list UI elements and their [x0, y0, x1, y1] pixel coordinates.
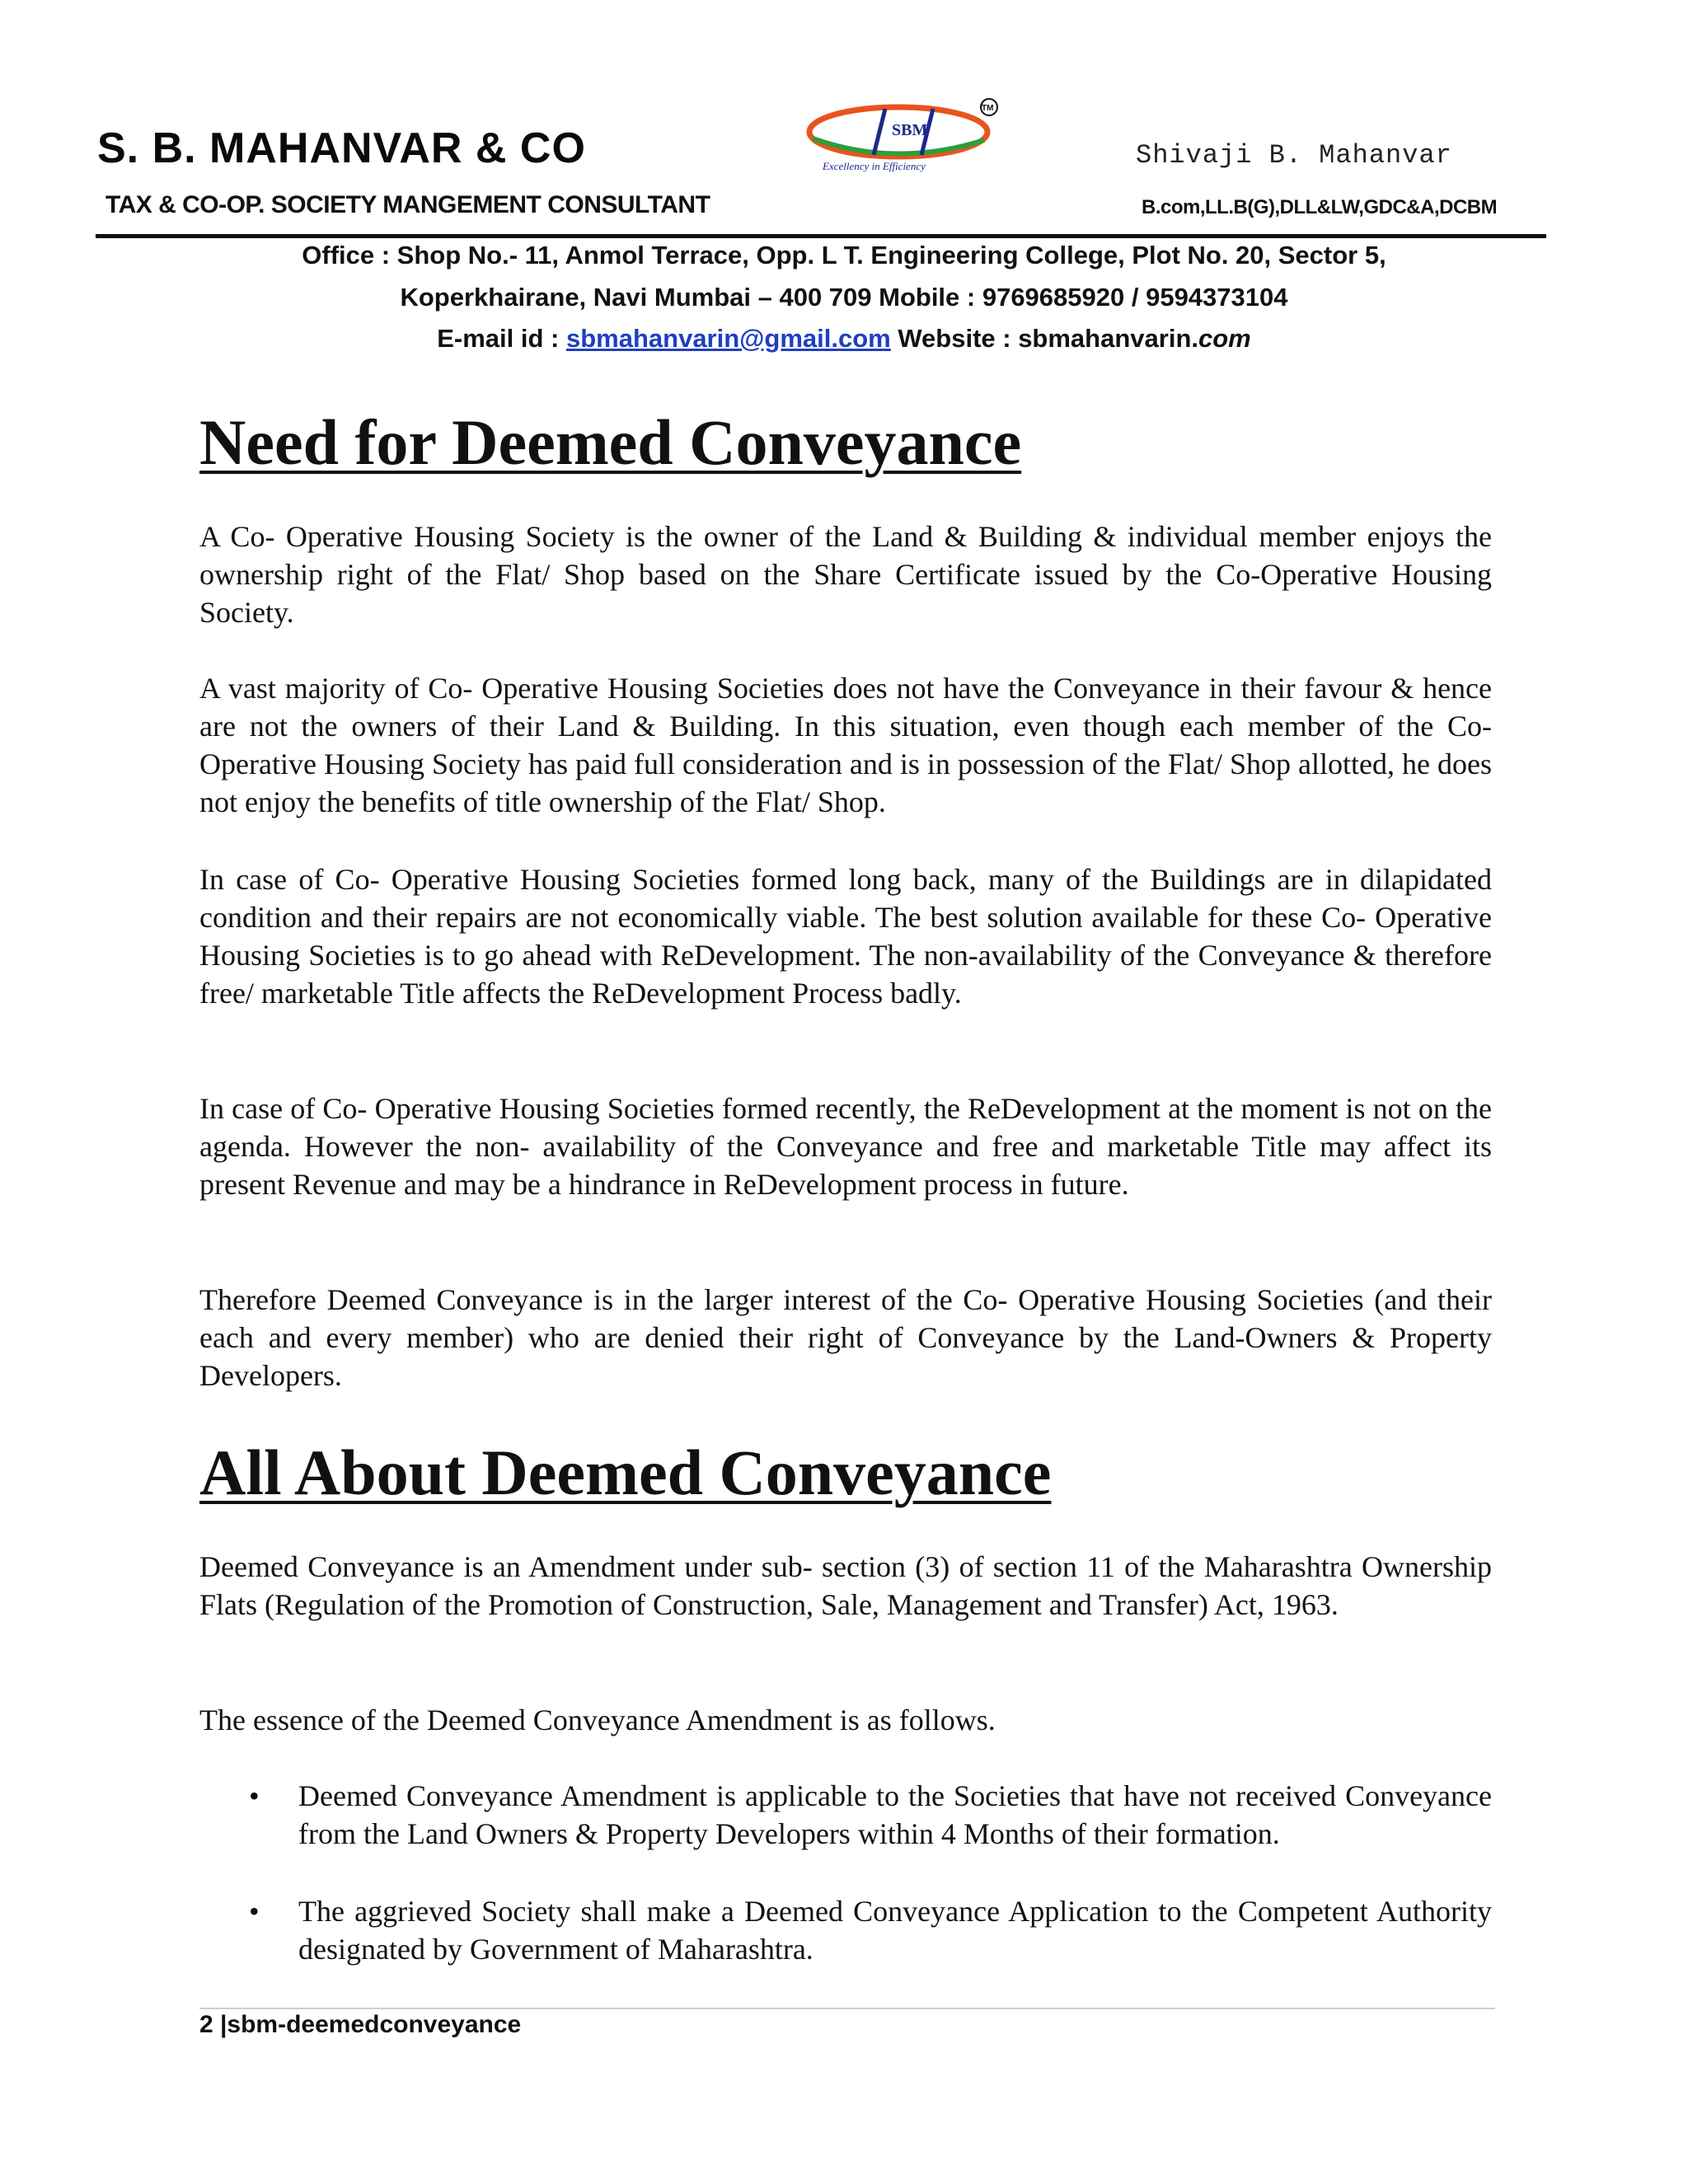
footer-divider: [199, 2008, 1495, 2009]
paragraph: A vast majority of Co- Operative Housing Societies does not have the Conveyance in their favour & hence are not the owners of their Land & Building. In this situation, even though each member of the Co- Operative Housing Society has paid full consideration and is in possession of the Flat/ Shop allotted, he does not enjoy the benefits of title ownership of the Flat/ Shop.: [199, 672, 1492, 818]
bullet-icon: •: [249, 1779, 260, 1812]
consultant-qualifications: B.com,LL.B(G),DLL&LW,GDC&A,DCBM: [1142, 196, 1498, 218]
office-address-line-2: Koperkhairane, Navi Mumbai – 400 709 Mobile : 9769685920 / 9594373104: [400, 283, 1288, 312]
page-number: 2: [199, 2011, 213, 2038]
logo-brand: SBM: [892, 121, 928, 139]
paragraph: In case of Co- Operative Housing Societies formed long back, many of the Buildings are in dilapidated condition and their repairs are not economically viable. The best solution available for these Co- Operative Housing Societies is to go ahead with ReDevelopment. The non-availability of the Conveyance & therefore free/ marketable Title affects the ReDevelopment Process badly.: [199, 863, 1492, 1010]
paragraph: Therefore Deemed Conveyance is in the larger interest of the Co- Operative Housing Societies (and their each and every member) who are denied their right of Conveyance by the Land-Owners & Property Developers.: [199, 1283, 1492, 1392]
email-label: E-mail id :: [437, 324, 566, 353]
paragraph: A Co- Operative Housing Society is the owner of the Land & Building & individual member enjoys the ownership right of the Flat/ Shop based on the Share Certificate issued by the Co-Operative Housing Society.: [199, 520, 1492, 629]
footer-separator: |: [213, 2011, 227, 2038]
section-heading-need: Need for Deemed Conveyance: [199, 406, 1022, 478]
trademark-text: TM: [982, 104, 994, 113]
consultant-name: Shivaji B. Mahanvar: [1136, 140, 1452, 171]
sbm-logo: [806, 97, 1006, 173]
paragraph: Deemed Conveyance is an Amendment under sub- section (3) of section 11 of the Maharashtra Ownership Flats (Regulation of the Promotion of Construction, Sale, Management and Transfer) Act, 1963.: [199, 1550, 1492, 1621]
list-item: Deemed Conveyance Amendment is applicable to the Societies that have not received Conveyance from the Land Owners & Property Developers within 4 Months of their formation.: [298, 1779, 1492, 1850]
document-name: sbm-deemedconveyance: [227, 2011, 522, 2038]
bullet-icon: •: [249, 1895, 260, 1928]
email-link[interactable]: sbmahanvarin@gmail.com: [565, 324, 891, 353]
logo-slogan: Excellency in Efficiency: [823, 160, 926, 172]
website-tld: com: [1198, 324, 1251, 353]
contact-line: [0, 324, 1688, 354]
header-divider: [96, 234, 1546, 238]
firm-tagline: TAX & CO-OP. SOCIETY MANGEMENT CONSULTANT: [106, 191, 710, 218]
section-heading-about: All About Deemed Conveyance: [199, 1436, 1052, 1508]
paragraph: The essence of the Deemed Conveyance Amendment is as follows.: [199, 1704, 996, 1736]
logo-slash-left: [874, 109, 885, 155]
page-footer: [199, 2011, 521, 2039]
office-address-line-1: Office : Shop No.- 11, Anmol Terrace, Opp. L T. Engineering College, Plot No. 20, Sector 5,: [302, 241, 1386, 269]
website-label: Website : sbmahanvarin.: [890, 324, 1198, 353]
list-item: The aggrieved Society shall make a Deemed Conveyance Application to the Competent Authority designated by Government of Maharashtra.: [298, 1895, 1492, 1966]
paragraph: In case of Co- Operative Housing Societies formed recently, the ReDevelopment at the moment is not on the agenda. However the non- availability of the Conveyance and free and marketable Title may affect its present Revenue and may be a hindrance in ReDevelopment process in future.: [199, 1092, 1492, 1201]
firm-name: S. B. MAHANVAR & CO: [97, 124, 586, 172]
